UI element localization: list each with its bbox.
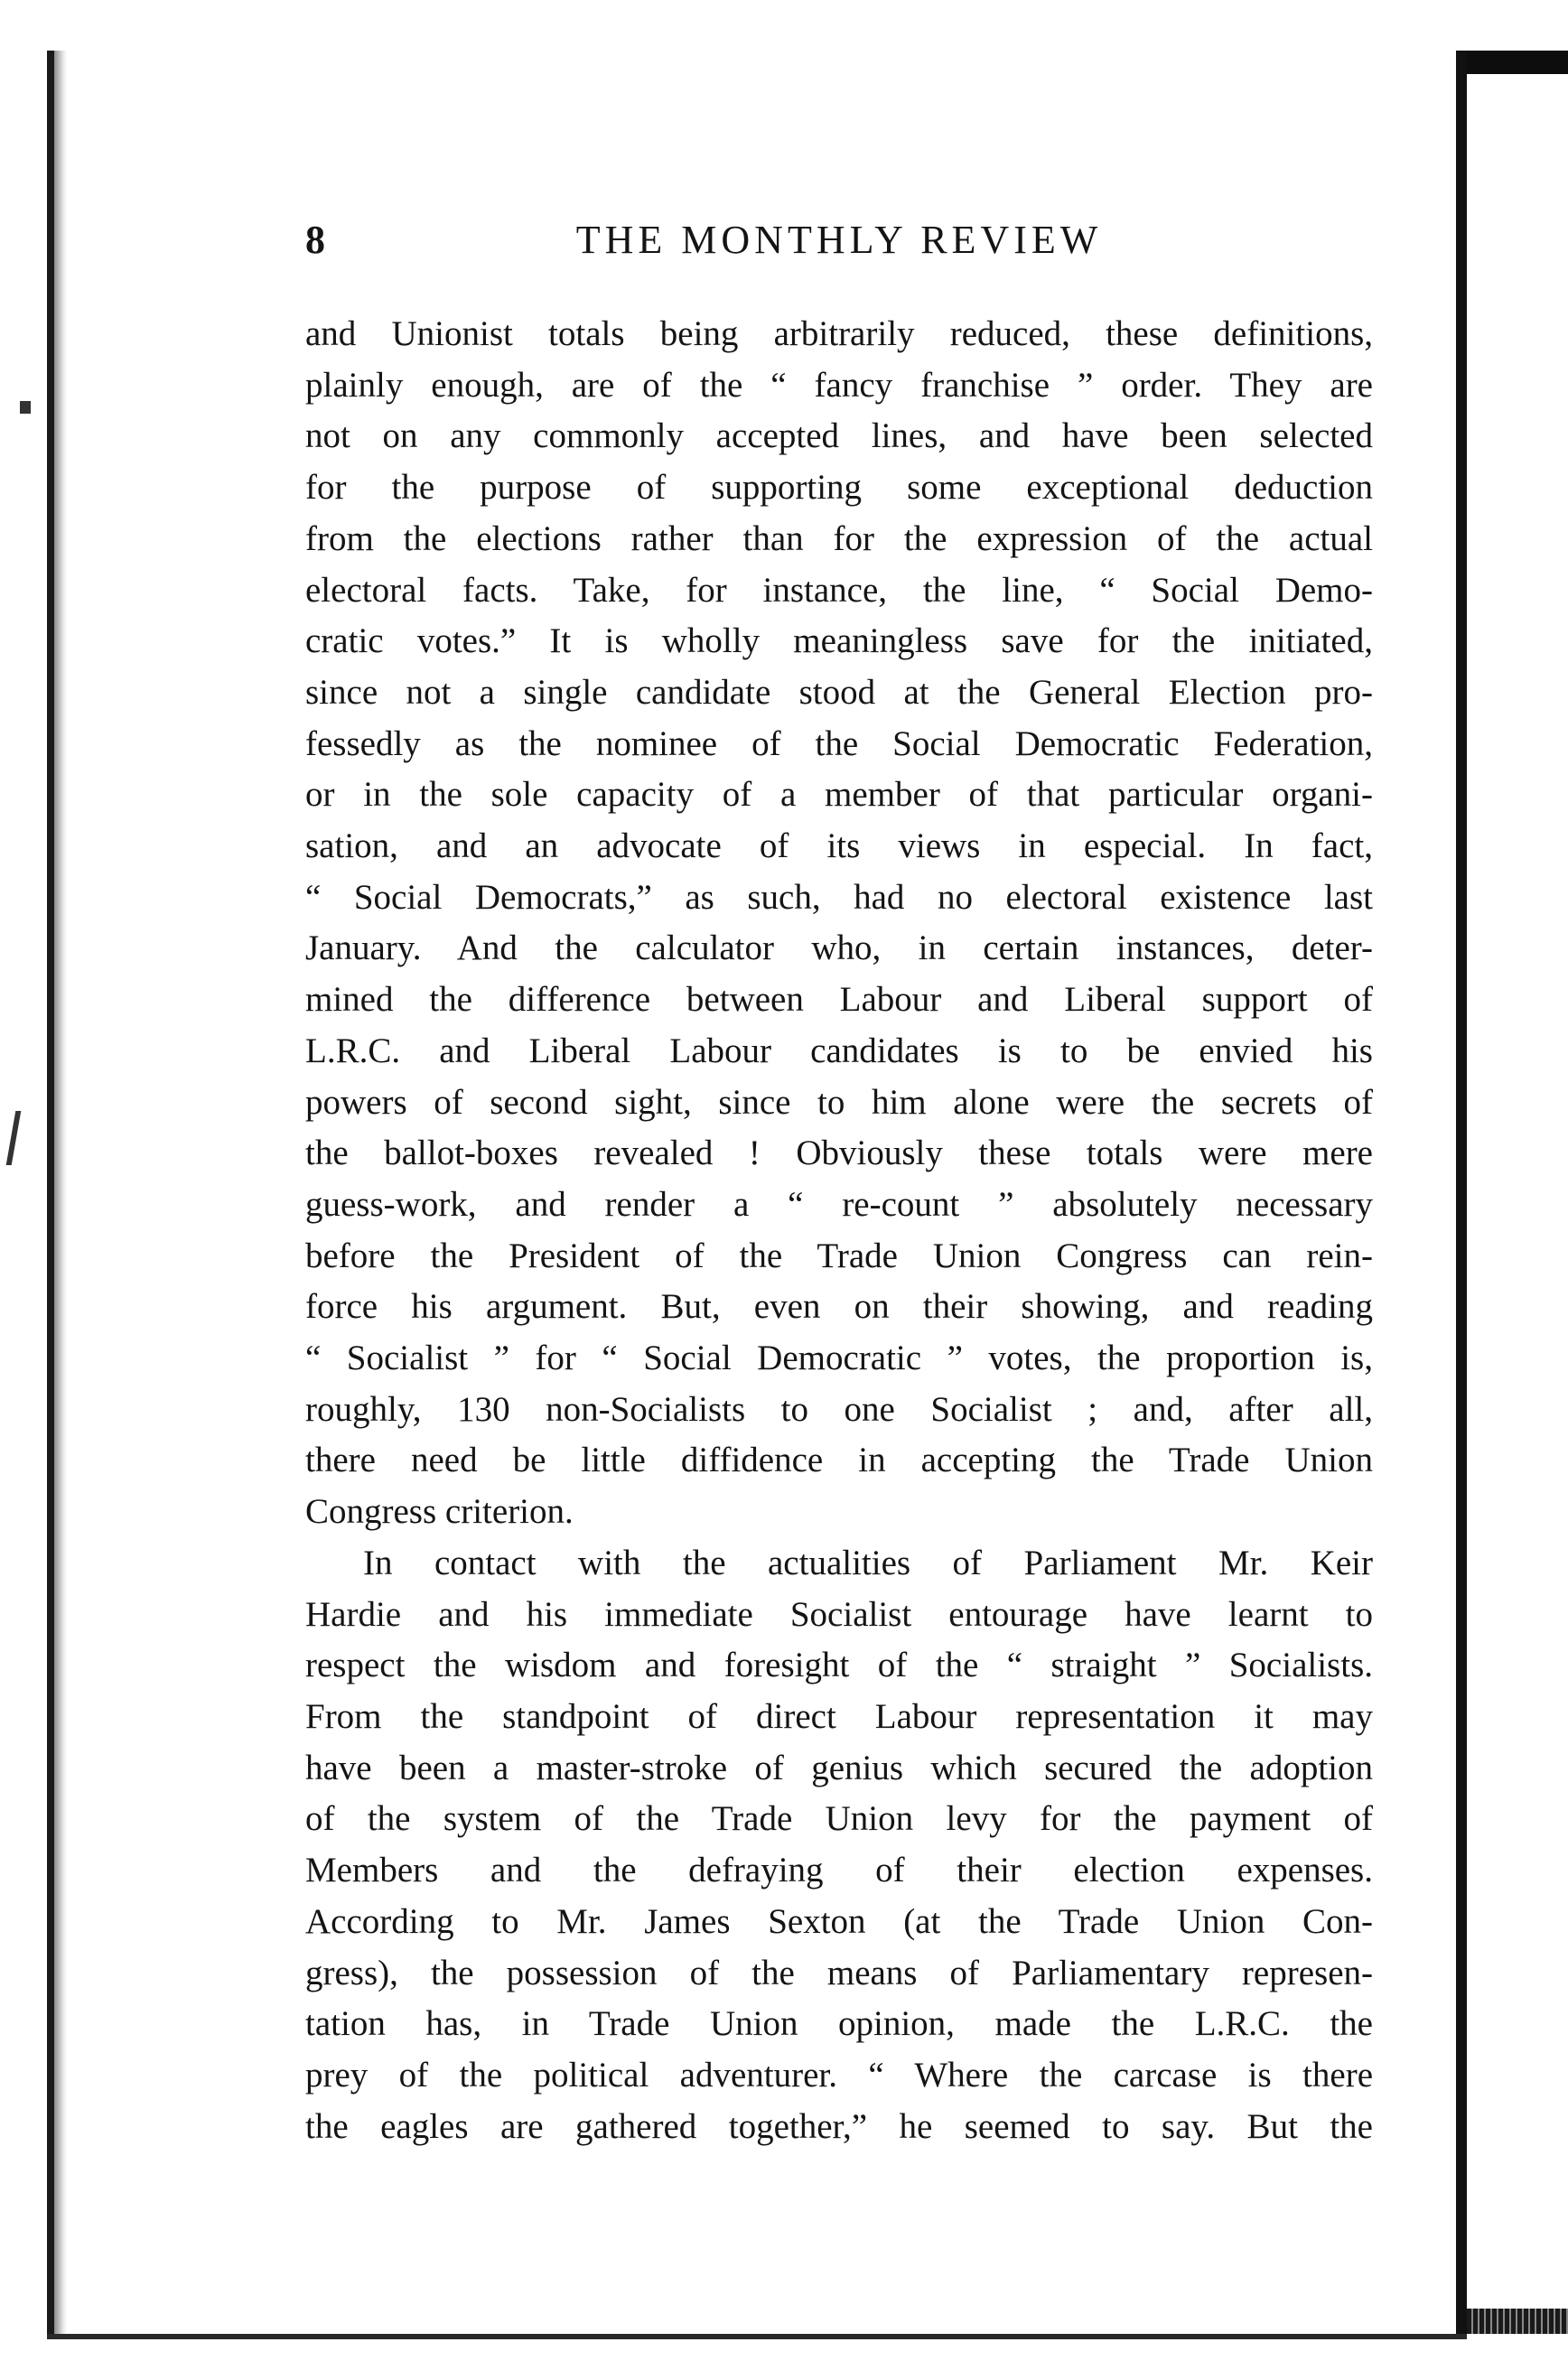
gutter-shadow — [54, 51, 67, 2334]
facing-page-strip — [1467, 0, 1568, 2370]
text-line: force his argument. But, even on their showing, and reading — [305, 1287, 1373, 1327]
text-line: fessedly as the nominee of the Social Democratic Federation, — [305, 723, 1373, 763]
text-line: have been a master-stroke of genius which secured the adoption — [305, 1748, 1373, 1787]
text-line: powers of second sight, since to him alone were the secrets of — [305, 1082, 1373, 1122]
text-line: since not a single candidate stood at the General Election pro- — [305, 672, 1373, 712]
text-line: gress), the possession of the means of Parliamentary represen- — [305, 1953, 1373, 1992]
scan-artifact — [6, 1111, 22, 1165]
text-line: before the President of the Trade Union Congress can rein- — [305, 1236, 1373, 1275]
text-line: January. And the calculator who, in certain instances, deter- — [305, 928, 1373, 968]
facing-page-top-shadow — [1467, 51, 1568, 74]
bottom-page-edge — [47, 2334, 1467, 2339]
text-line: the ballot-boxes revealed ! Obviously these totals were mere — [305, 1134, 1373, 1173]
right-page-edge — [1456, 51, 1467, 2334]
text-line: In contact with the actualities of Parliament Mr. Keir — [363, 1543, 1373, 1582]
text-line: “ Socialist ” for “ Social Democratic ” votes, the proportion is, — [305, 1339, 1373, 1378]
text-line: there need be little diffidence in accepting the Trade Union — [305, 1441, 1373, 1480]
text-line: from the elections rather than for the expression of the actual — [305, 518, 1373, 558]
text-line: for the purpose of supporting some exceptional deduction — [305, 468, 1373, 508]
text-line: mined the difference between Labour and Liberal support of — [305, 980, 1373, 1020]
text-line: According to Mr. James Sexton (at the Trade Union Con- — [305, 1901, 1373, 1941]
text-line: sation, and an advocate of its views in especial. In fact, — [305, 826, 1373, 866]
text-line: and Unionist totals being arbitrarily reduced, these definitions, — [305, 314, 1373, 353]
text-line: prey of the political adventurer. “ Where the carcase is there — [305, 2055, 1373, 2095]
text-line: “ Social Democrats,” as such, had no electoral existence last — [305, 877, 1373, 917]
running-title: THE MONTHLY REVIEW — [575, 218, 1103, 262]
text-line: not on any commonly accepted lines, and have been selected — [305, 416, 1373, 456]
page-number: 8 — [305, 218, 325, 262]
text-line: L.R.C. and Liberal Labour candidates is to be envied his — [305, 1031, 1373, 1070]
text-line: Hardie and his immediate Socialist entourage have learnt to — [305, 1594, 1373, 1634]
text-line: electoral facts. Take, for instance, the line, “ Social Demo- — [305, 570, 1373, 610]
text-line: From the standpoint of direct Labour representation it may — [305, 1696, 1373, 1736]
text-line: roughly, 130 non-Socialists to one Socialist ; and, after all, — [305, 1389, 1373, 1429]
body-text — [305, 309, 1373, 2152]
facing-page-bottom-edge — [1467, 2309, 1568, 2334]
page-content — [305, 213, 1373, 2152]
text-line: Congress criterion. — [305, 1492, 574, 1532]
text-line: Members and the defraying of their election expenses. — [305, 1851, 1373, 1890]
scan-artifact — [20, 401, 31, 414]
text-line: the eagles are gathered together,” he seemed to say. But the — [305, 2106, 1373, 2146]
running-head — [305, 213, 1373, 267]
text-line: of the system of the Trade Union levy for the payment of — [305, 1799, 1373, 1839]
text-line: respect the wisdom and foresight of the “ straight ” Socialists. — [305, 1646, 1373, 1685]
text-line: tation has, in Trade Union opinion, made the L.R.C. the — [305, 2004, 1373, 2044]
text-line: cratic votes.” It is wholly meaningless save for the initiated, — [305, 621, 1373, 661]
text-line: plainly enough, are of the “ fancy franchise ” order. They are — [305, 365, 1373, 405]
text-line: or in the sole capacity of a member of that particular organi- — [305, 775, 1373, 815]
paragraph-1 — [305, 309, 1373, 1538]
paragraph-2 — [305, 1538, 1373, 2152]
text-line: guess-work, and render a “ re-count ” absolutely necessary — [305, 1184, 1373, 1224]
left-page-edge — [47, 51, 54, 2334]
